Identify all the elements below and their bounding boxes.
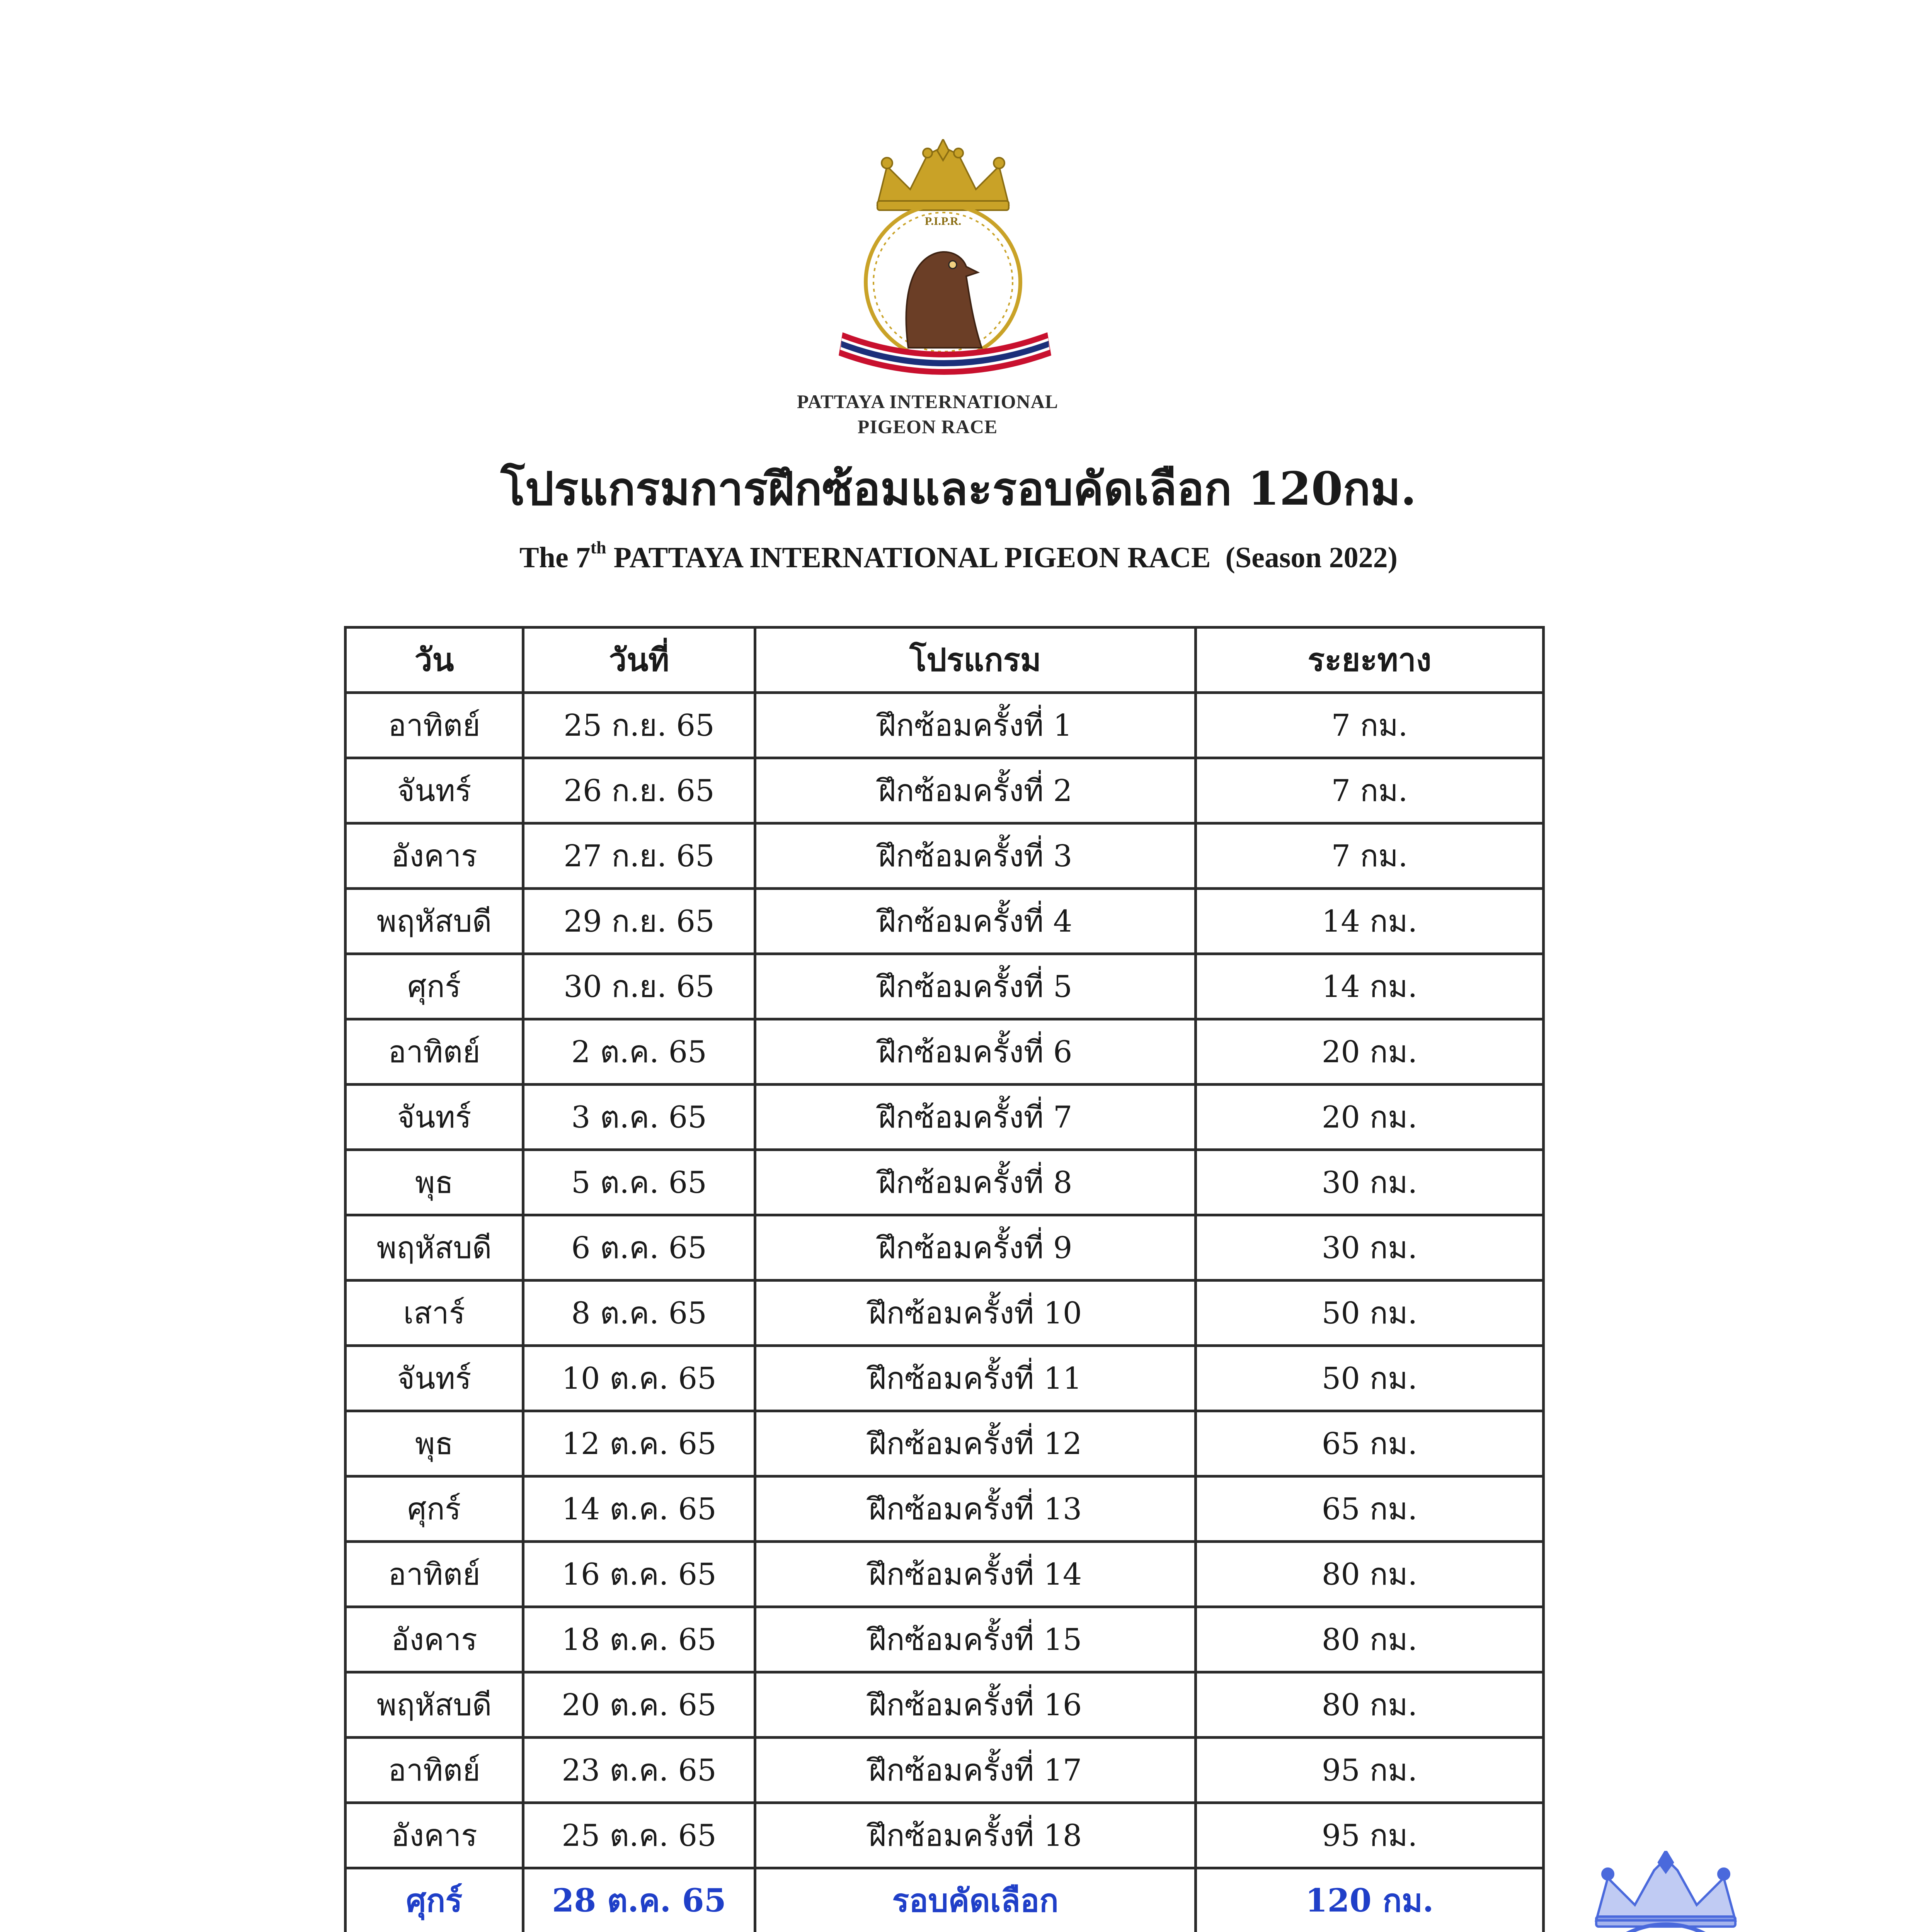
cell-day: พฤหัสบดี [346, 1672, 523, 1738]
cell-date: 5 ต.ค. 65 [523, 1150, 755, 1215]
cell-date: 14 ต.ค. 65 [523, 1476, 755, 1542]
page-title: โปรแกรมการฝึกซ้อมและรอบคัดเลือก 120กม. [501, 462, 1416, 515]
cell-distance: 65 กม. [1196, 1411, 1544, 1476]
cell-date: 26 ก.ย. 65 [523, 758, 755, 823]
cell-date: 25 ก.ย. 65 [523, 693, 755, 758]
cell-date: 6 ต.ค. 65 [523, 1215, 755, 1281]
final-selection-row [346, 1868, 1544, 1932]
cell-day: พฤหัสบดี [346, 1215, 523, 1281]
cell-distance: 80 กม. [1196, 1542, 1544, 1607]
cell-program: ฝึกซ้อมครั้งที่ 1 [755, 693, 1196, 758]
table-row [346, 1346, 1544, 1411]
table-row [346, 1542, 1544, 1607]
table-row [346, 1281, 1544, 1346]
cell-date: 25 ต.ค. 65 [523, 1803, 755, 1868]
cell-distance: 95 กม. [1196, 1738, 1544, 1803]
table-row [346, 1672, 1544, 1738]
cell-date: 16 ต.ค. 65 [523, 1542, 755, 1607]
cell-date: 8 ต.ค. 65 [523, 1281, 755, 1346]
crown-icon [877, 139, 1009, 210]
table-row [346, 758, 1544, 823]
cell-distance: 30 กม. [1196, 1150, 1544, 1215]
table-row [346, 1215, 1544, 1281]
cell-program: ฝึกซ้อมครั้งที่ 8 [755, 1150, 1196, 1215]
cell-program: ฝึกซ้อมครั้งที่ 13 [755, 1476, 1196, 1542]
cell-date: 12 ต.ค. 65 [523, 1411, 755, 1476]
cell-date: 23 ต.ค. 65 [523, 1738, 755, 1803]
cell-date: 20 ต.ค. 65 [523, 1672, 755, 1738]
table-header-row [346, 628, 1544, 693]
cell-distance: 14 กม. [1196, 889, 1544, 954]
table-row [346, 1411, 1544, 1476]
cell-day: อาทิตย์ [346, 1019, 523, 1085]
pipr-stamp [1503, 1851, 1828, 1932]
cell-day: จันทร์ [346, 1085, 523, 1150]
header-distance: ระยะทาง [1196, 628, 1544, 693]
table-row [346, 1803, 1544, 1868]
table-row [346, 1019, 1544, 1085]
table-row [346, 954, 1544, 1019]
cell-day: พุธ [346, 1411, 523, 1476]
header-date: วันที่ [523, 628, 755, 693]
cell-date: 29 ก.ย. 65 [523, 889, 755, 954]
cell-distance: 50 กม. [1196, 1346, 1544, 1411]
cell-distance: 30 กม. [1196, 1215, 1544, 1281]
cell-distance: 7 กม. [1196, 693, 1544, 758]
table-row [346, 1738, 1544, 1803]
header-program: โปรแกรม [755, 628, 1196, 693]
cell-program: ฝึกซ้อมครั้งที่ 17 [755, 1738, 1196, 1803]
table-row [346, 1085, 1544, 1150]
cell-program: ฝึกซ้อมครั้งที่ 16 [755, 1672, 1196, 1738]
table-row [346, 693, 1544, 758]
cell-day: พฤหัสบดี [346, 889, 523, 954]
final-distance: 120 กม. [1196, 1868, 1544, 1932]
subtitle-prefix: The 7 [519, 541, 591, 574]
cell-program: ฝึกซ้อมครั้งที่ 6 [755, 1019, 1196, 1085]
cell-day: พุธ [346, 1150, 523, 1215]
page-subtitle [0, 537, 1917, 575]
logo-seal-letters: P.I.P.R. [924, 215, 962, 228]
cell-program: ฝึกซ้อมครั้งที่ 5 [755, 954, 1196, 1019]
cell-program: ฝึกซ้อมครั้งที่ 7 [755, 1085, 1196, 1150]
cell-day: ศุกร์ [346, 1476, 523, 1542]
cell-program: ฝึกซ้อมครั้งที่ 9 [755, 1215, 1196, 1281]
cell-distance: 80 กม. [1196, 1607, 1544, 1672]
cell-date: 2 ต.ค. 65 [523, 1019, 755, 1085]
cell-program: ฝึกซ้อมครั้งที่ 12 [755, 1411, 1196, 1476]
cell-distance: 50 กม. [1196, 1281, 1544, 1346]
cell-distance: 80 กม. [1196, 1672, 1544, 1738]
pipr-logo [819, 139, 1067, 386]
logo-line1: PATTAYA INTERNATIONAL [797, 391, 1059, 412]
cell-day: ศุกร์ [346, 954, 523, 1019]
stamp-crown-icon [1596, 1851, 1735, 1927]
cell-program: ฝึกซ้อมครั้งที่ 14 [755, 1542, 1196, 1607]
cell-distance: 65 กม. [1196, 1476, 1544, 1542]
cell-distance: 14 กม. [1196, 954, 1544, 1019]
cell-day: อังคาร [346, 823, 523, 889]
logo-line2: PIGEON RACE [857, 416, 998, 437]
cell-distance: 20 กม. [1196, 1019, 1544, 1085]
cell-program: ฝึกซ้อมครั้งที่ 18 [755, 1803, 1196, 1868]
cell-program: ฝึกซ้อมครั้งที่ 10 [755, 1281, 1196, 1346]
cell-day: เสาร์ [346, 1281, 523, 1346]
cell-date: 3 ต.ค. 65 [523, 1085, 755, 1150]
pigeon-head-icon [906, 252, 982, 348]
subtitle-rest: PATTAYA INTERNATIONAL PIGEON RACE (Season 2022) [606, 541, 1398, 574]
cell-date: 30 ก.ย. 65 [523, 954, 755, 1019]
cell-date: 27 ก.ย. 65 [523, 823, 755, 889]
schedule-table [344, 626, 1545, 1932]
final-date: 28 ต.ค. 65 [523, 1868, 755, 1932]
cell-distance: 7 กม. [1196, 758, 1544, 823]
cell-date: 10 ต.ค. 65 [523, 1346, 755, 1411]
cell-day: อาทิตย์ [346, 1738, 523, 1803]
cell-program: ฝึกซ้อมครั้งที่ 3 [755, 823, 1196, 889]
table-row [346, 1150, 1544, 1215]
cell-day: จันทร์ [346, 758, 523, 823]
cell-program: ฝึกซ้อมครั้งที่ 2 [755, 758, 1196, 823]
cell-day: อาทิตย์ [346, 1542, 523, 1607]
table-row [346, 889, 1544, 954]
final-day: ศุกร์ [346, 1868, 523, 1932]
cell-day: อังคาร [346, 1803, 523, 1868]
schedule-body [346, 693, 1544, 1868]
cell-day: จันทร์ [346, 1346, 523, 1411]
cell-date: 18 ต.ค. 65 [523, 1607, 755, 1672]
cell-distance: 95 กม. [1196, 1803, 1544, 1868]
cell-program: ฝึกซ้อมครั้งที่ 11 [755, 1346, 1196, 1411]
table-row [346, 1476, 1544, 1542]
cell-distance: 7 กม. [1196, 823, 1544, 889]
final-program: รอบคัดเลือก [755, 1868, 1196, 1932]
cell-day: อาทิตย์ [346, 693, 523, 758]
table-row [346, 1607, 1544, 1672]
header-day: วัน [346, 628, 523, 693]
subtitle-ordinal: th [590, 537, 606, 557]
cell-day: อังคาร [346, 1607, 523, 1672]
cell-program: ฝึกซ้อมครั้งที่ 4 [755, 889, 1196, 954]
cell-distance: 20 กม. [1196, 1085, 1544, 1150]
table-row [346, 823, 1544, 889]
cell-program: ฝึกซ้อมครั้งที่ 15 [755, 1607, 1196, 1672]
